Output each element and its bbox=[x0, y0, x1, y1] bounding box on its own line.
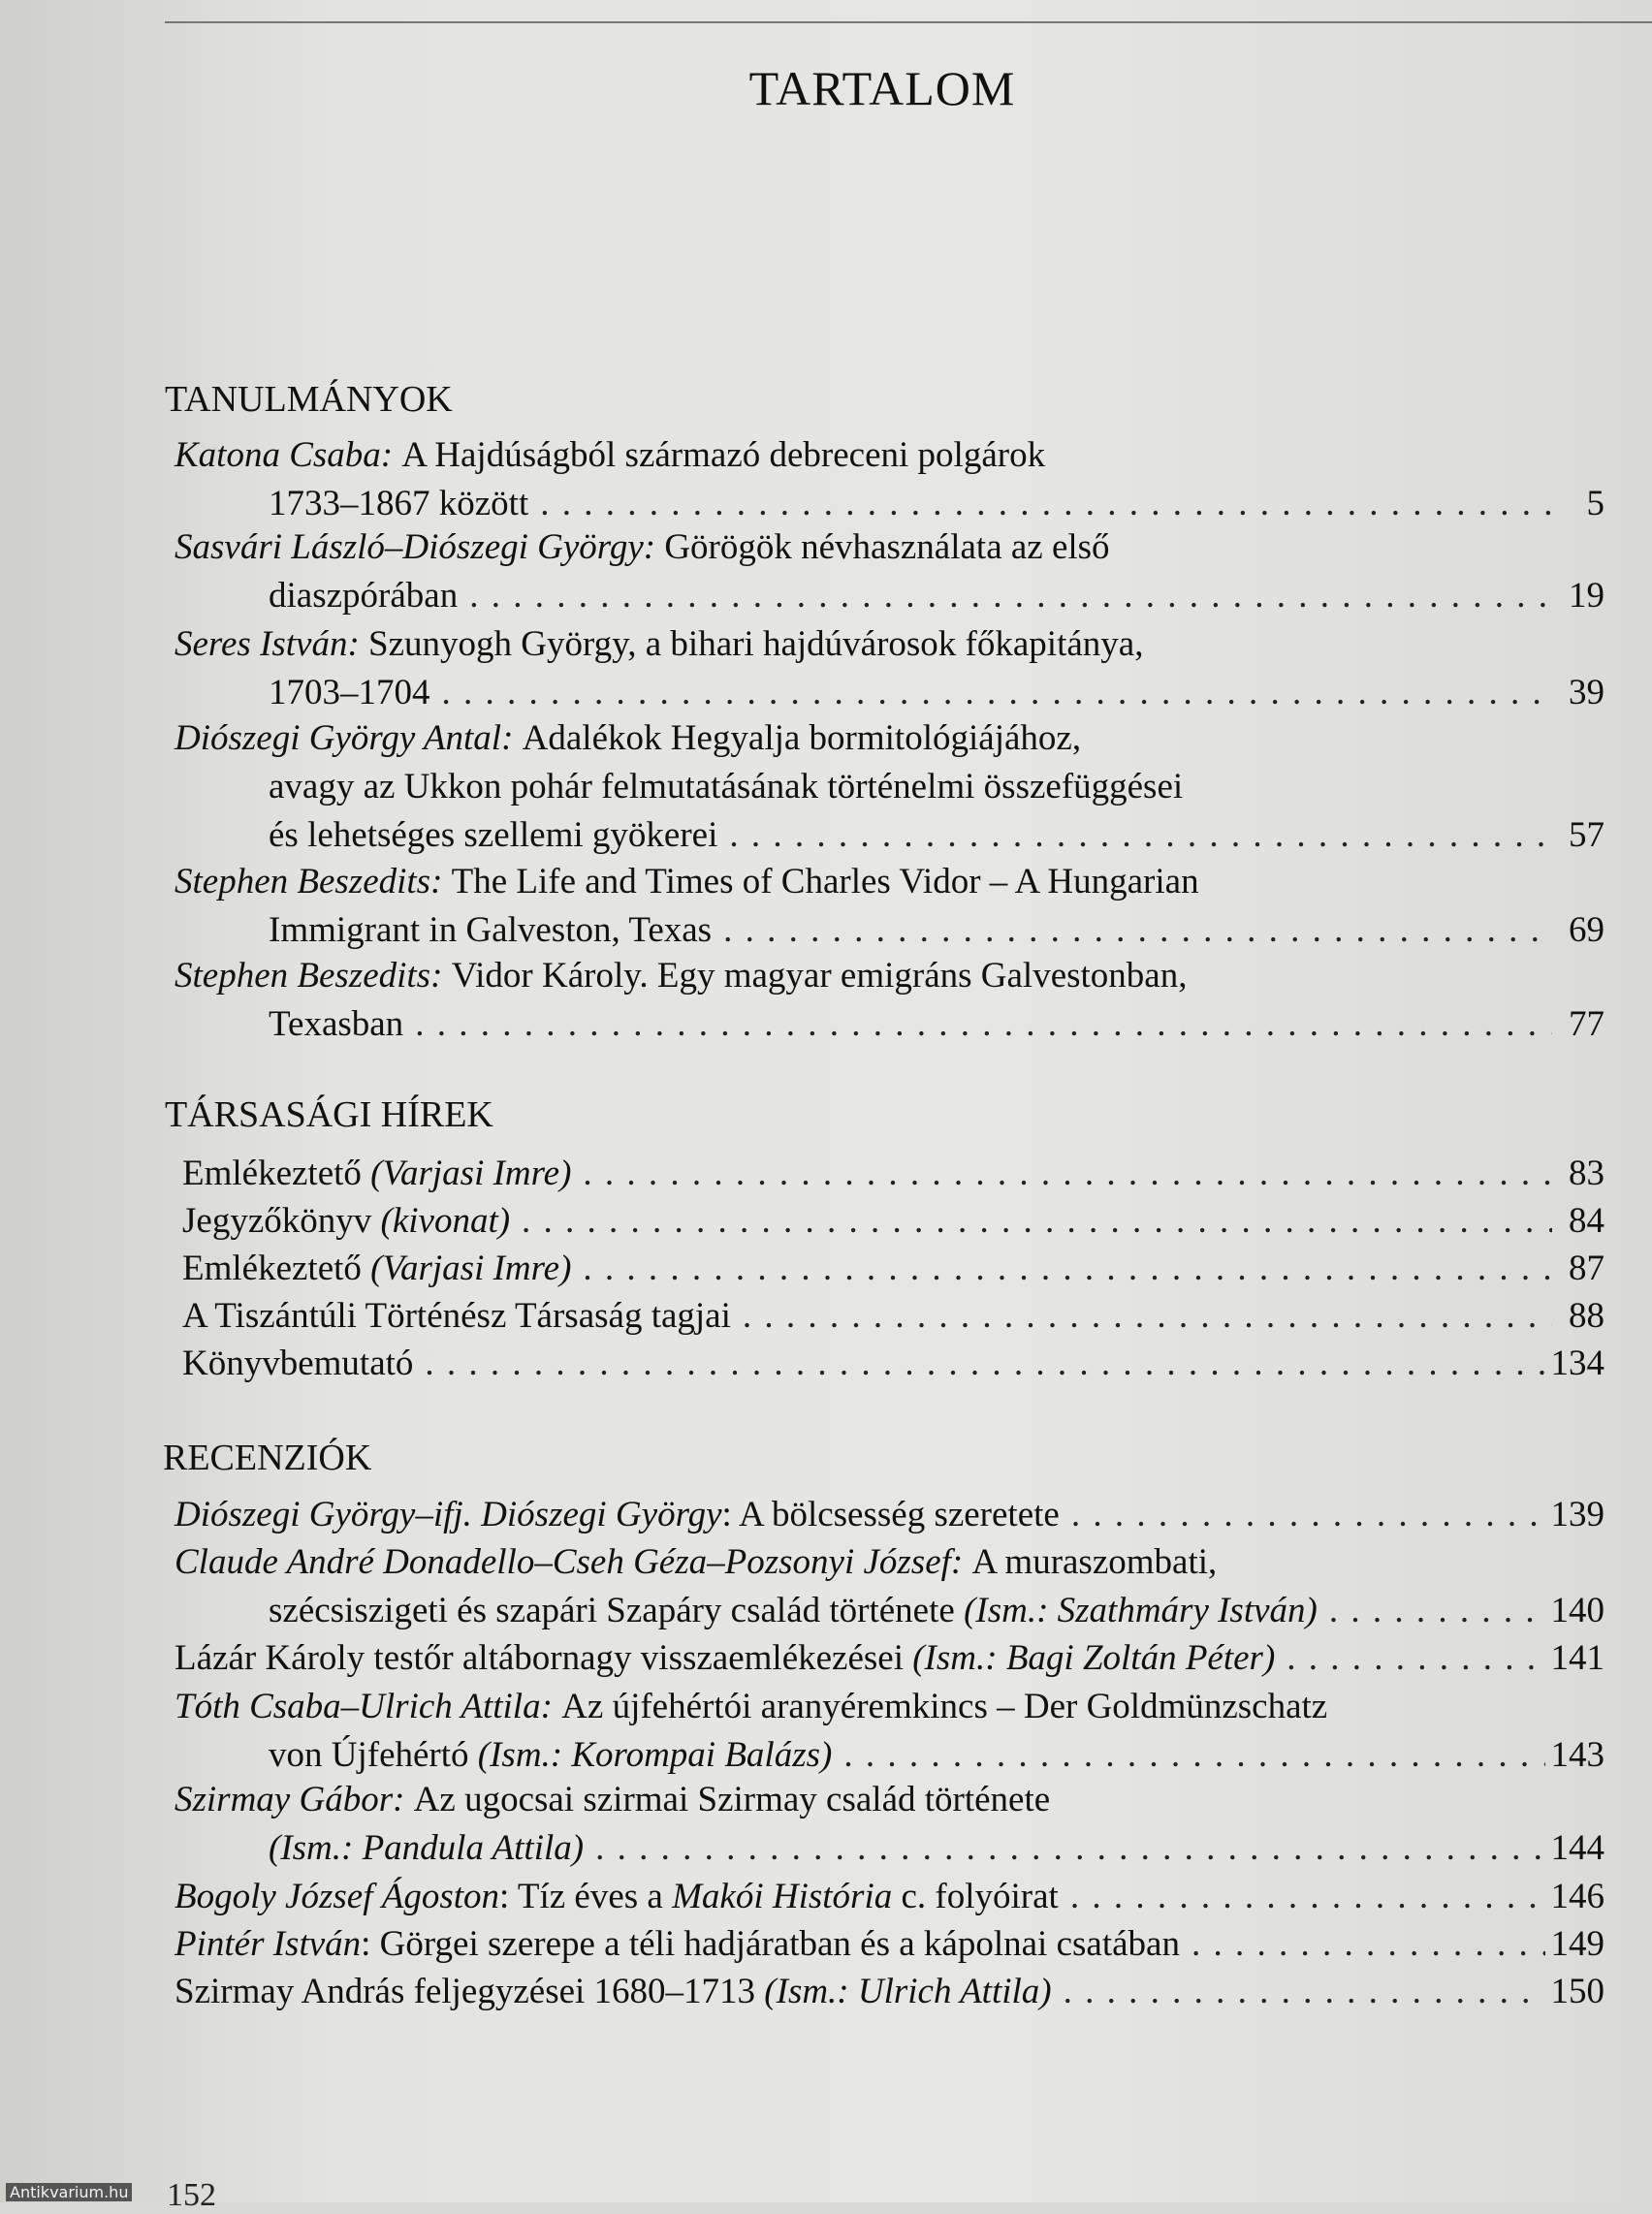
entry-author: Bogoly József Ágoston bbox=[175, 1877, 500, 1916]
entry-note: (Ism.: Ulrich Attila) bbox=[764, 1972, 1052, 2011]
section-heading-tanulmanyok: TANULMÁNYOK bbox=[165, 379, 453, 420]
entry-title: Vidor Károly. Egy magyar emigráns Galvestonban, bbox=[451, 956, 1188, 996]
toc-entry bbox=[175, 1968, 1604, 2016]
entry-author: Diószegi György Antal: bbox=[175, 718, 514, 758]
toc-entry bbox=[182, 1197, 1604, 1246]
toc-entry bbox=[175, 1776, 1604, 1873]
entry-page: 77 bbox=[1569, 1004, 1604, 1044]
entry-note: (Ism.: Bagi Zoltán Péter) bbox=[912, 1638, 1276, 1678]
entry-page: 57 bbox=[1569, 815, 1604, 855]
watermark: Antikvarium.hu bbox=[6, 2183, 132, 2201]
toc-entry bbox=[182, 1292, 1604, 1341]
entry-note: (Varjasi Imre) bbox=[370, 1154, 572, 1193]
page-number: 152 bbox=[167, 2177, 216, 2213]
entry-title-cont: 1703–1704 bbox=[269, 673, 430, 712]
toc-entry bbox=[175, 431, 1604, 528]
page-title: TARTALOM bbox=[748, 61, 1016, 115]
entry-author: Seres István: bbox=[175, 624, 360, 664]
dot-leader bbox=[729, 811, 1552, 860]
entry-page: 143 bbox=[1550, 1735, 1604, 1775]
toc-entry bbox=[175, 858, 1604, 955]
toc-entry bbox=[175, 1683, 1604, 1780]
entry-title-cont: szécsiszigeti és szapári Szapáry család története bbox=[269, 1591, 955, 1630]
entry-page: 5 bbox=[1586, 484, 1604, 523]
entry-page: 150 bbox=[1550, 1972, 1604, 2011]
dot-leader bbox=[442, 669, 1553, 717]
dot-leader bbox=[425, 1340, 1544, 1388]
entry-title: : A bölcsesség szeretete bbox=[721, 1495, 1060, 1534]
entry-title: A muraszombati, bbox=[971, 1542, 1218, 1582]
toc-entry bbox=[175, 1491, 1604, 1539]
entry-title: Jegyzőkönyv bbox=[182, 1201, 372, 1241]
entry-page: 144 bbox=[1550, 1828, 1604, 1868]
entry-title: Könyvbemutató bbox=[182, 1344, 414, 1383]
entry-title: A Hajdúságból származó debreceni polgárok bbox=[401, 435, 1046, 475]
entry-title: Adalékok Hegyalja bormitológiájához, bbox=[522, 718, 1082, 758]
entry-title: Emlékeztető bbox=[182, 1249, 362, 1288]
dot-leader bbox=[540, 480, 1552, 528]
entry-title: Lázár Károly testőr altábornagy visszaemlékezései bbox=[175, 1638, 904, 1678]
dot-leader bbox=[583, 1150, 1552, 1198]
entry-author: Diószegi György–ifj. Diószegi György bbox=[175, 1495, 722, 1534]
entry-page: 19 bbox=[1569, 576, 1604, 616]
entry-author: Claude André Donadello–Cseh Géza–Pozsonyi József: bbox=[175, 1542, 964, 1582]
entry-title-end: c. folyóirat bbox=[901, 1877, 1059, 1916]
entry-page: 69 bbox=[1569, 910, 1604, 950]
entry-page: 88 bbox=[1569, 1296, 1604, 1336]
toc-entry bbox=[182, 1340, 1604, 1388]
toc-entry bbox=[175, 620, 1604, 717]
entry-page: 87 bbox=[1569, 1249, 1604, 1288]
dot-leader bbox=[415, 1000, 1552, 1049]
entry-title-cont: avagy az Ukkon pohár felmutatásának történelmi összefüggései bbox=[269, 767, 1184, 807]
entry-title-italic: Makói História bbox=[672, 1877, 893, 1916]
entry-note: (Ism.: Korompai Balázs) bbox=[477, 1735, 833, 1775]
toc-entry bbox=[175, 1920, 1604, 1969]
entry-title: Az ugocsai szirmai Szirmay család története bbox=[413, 1780, 1051, 1819]
entry-page: 83 bbox=[1569, 1154, 1604, 1193]
entry-author: Szirmay Gábor: bbox=[175, 1780, 405, 1819]
entry-page: 141 bbox=[1550, 1638, 1604, 1678]
toc-entry bbox=[175, 1873, 1604, 1921]
dot-leader bbox=[723, 906, 1552, 955]
dot-leader bbox=[522, 1197, 1552, 1246]
entry-author: Tóth Csaba–Ulrich Attila: bbox=[175, 1687, 553, 1726]
dot-leader bbox=[1071, 1491, 1545, 1539]
dot-leader bbox=[469, 572, 1552, 620]
entry-title: : Tíz éves a bbox=[499, 1877, 663, 1916]
toc-entry bbox=[182, 1150, 1604, 1198]
dot-leader bbox=[595, 1824, 1544, 1873]
entry-title: Görögök névhasználata az első bbox=[664, 527, 1110, 567]
dot-leader bbox=[1287, 1634, 1544, 1683]
entry-title-cont: von Újfehértó bbox=[269, 1735, 469, 1775]
top-rule bbox=[165, 21, 1652, 23]
entry-page: 84 bbox=[1569, 1201, 1604, 1241]
entry-page: 134 bbox=[1550, 1344, 1604, 1383]
dot-leader bbox=[1070, 1873, 1545, 1921]
entry-title: A Tiszántúli Történész Társaság tagjai bbox=[182, 1296, 731, 1336]
dot-leader bbox=[583, 1245, 1552, 1293]
section-heading-tarsasagi-hirek: TÁRSASÁGI HÍREK bbox=[165, 1094, 493, 1135]
toc-entry bbox=[175, 523, 1604, 620]
entry-note: (Varjasi Imre) bbox=[370, 1249, 572, 1288]
entry-note: (Ism.: Szathmáry István) bbox=[964, 1591, 1318, 1630]
entry-page: 39 bbox=[1569, 673, 1604, 712]
dot-leader bbox=[743, 1292, 1552, 1341]
toc-entry bbox=[175, 952, 1604, 1049]
entry-title: The Life and Times of Charles Vidor – A Hungarian bbox=[451, 862, 1199, 901]
entry-page: 149 bbox=[1550, 1924, 1604, 1964]
toc-entry bbox=[175, 1634, 1604, 1683]
entry-note: (kivonat) bbox=[380, 1201, 511, 1241]
entry-title: Szirmay András feljegyzései 1680–1713 bbox=[175, 1972, 756, 2011]
toc-entry bbox=[182, 1245, 1604, 1293]
entry-note: (Ism.: Pandula Attila) bbox=[269, 1828, 585, 1868]
entry-title: Az újfehértói aranyéremkincs – Der Goldmünzschatz bbox=[561, 1687, 1328, 1726]
entry-page: 146 bbox=[1550, 1877, 1604, 1916]
entry-author: Stephen Beszedits: bbox=[175, 862, 443, 901]
entry-author: Stephen Beszedits: bbox=[175, 956, 443, 996]
entry-title-cont: diaszpórában bbox=[269, 576, 459, 616]
entry-title-cont: 1733–1867 között bbox=[269, 484, 529, 523]
entry-title-cont: és lehetséges szellemi gyökerei bbox=[269, 815, 718, 855]
section-heading-recenziok: RECENZIÓK bbox=[163, 1438, 372, 1478]
toc-entry bbox=[175, 1538, 1604, 1635]
entry-title-cont: Texasban bbox=[269, 1004, 404, 1044]
entry-author: Pintér István bbox=[175, 1924, 362, 1964]
dot-leader bbox=[1329, 1587, 1545, 1635]
entry-author: Katona Csaba: bbox=[175, 435, 394, 475]
entry-page: 140 bbox=[1550, 1591, 1604, 1630]
entry-title: Szunyogh György, a bihari hajdúvárosok főkapitánya, bbox=[368, 624, 1144, 664]
entry-title: : Görgei szerepe a téli hadjáratban és a kápolnai csatában bbox=[361, 1924, 1180, 1964]
dot-leader bbox=[843, 1731, 1544, 1780]
entry-page: 139 bbox=[1550, 1495, 1604, 1534]
entry-title: Emlékeztető bbox=[182, 1154, 362, 1193]
dot-leader bbox=[1191, 1920, 1545, 1969]
toc-entry bbox=[175, 714, 1604, 860]
dot-leader bbox=[1064, 1968, 1545, 2016]
entry-title-cont: Immigrant in Galveston, Texas bbox=[269, 910, 713, 950]
entry-author: Sasvári László–Diószegi György: bbox=[175, 527, 656, 567]
